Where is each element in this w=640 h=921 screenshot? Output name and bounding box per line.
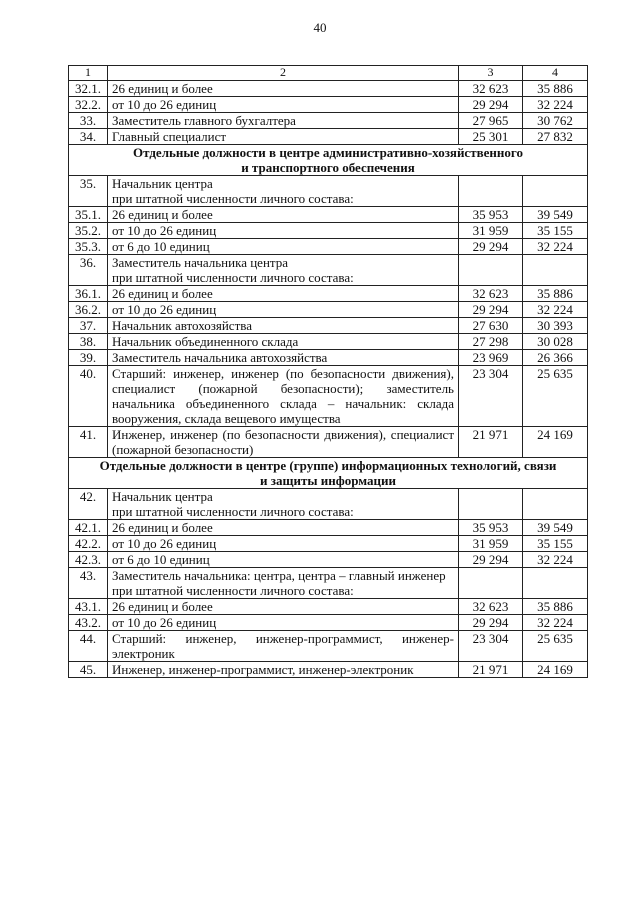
table-row [69,223,588,239]
position-name-line: от 10 до 26 единиц [112,536,217,551]
salary-value-col4: 24 169 [523,662,588,678]
position-name-line: 26 единиц и более [112,599,213,614]
position-name [108,176,459,207]
header-cell-3: 3 [459,66,523,81]
position-name-line: при штатной численности личного состава: [112,191,354,206]
table-row [69,615,588,631]
salary-value-col4: 39 549 [523,207,588,223]
position-name [108,568,459,599]
position-name-line: Главный специалист [112,129,227,144]
row-number: 36.1. [69,286,108,302]
salary-value-col3: 21 971 [459,427,523,458]
salary-value-col3: 32 623 [459,599,523,615]
position-name [108,81,459,97]
section-title-line: Отдельные должности в центре административно-хозяйственного [133,145,523,160]
position-name [108,350,459,366]
position-name-line: Начальник центра [112,176,213,191]
salary-value-col3: 35 953 [459,207,523,223]
row-number: 33. [69,113,108,129]
row-number: 36. [69,255,108,286]
table-row [69,631,588,662]
salary-value-col4: 27 832 [523,129,588,145]
section-title [69,458,588,489]
salary-value-col4: 39 549 [523,520,588,536]
salary-value-col4 [523,176,588,207]
table-row [69,350,588,366]
salary-value-col4: 32 224 [523,97,588,113]
section-title-line: и транспортного обеспечения [241,160,415,175]
row-number: 38. [69,334,108,350]
salary-value-col3 [459,255,523,286]
table-row [69,239,588,255]
position-name-line: при штатной численности личного состава: [112,504,354,519]
position-name-line: Начальник центра [112,489,213,504]
position-name [108,97,459,113]
salary-value-col4: 24 169 [523,427,588,458]
row-number: 35.3. [69,239,108,255]
table-row [69,536,588,552]
salary-value-col4 [523,255,588,286]
position-name-line: от 10 до 26 единиц [112,97,217,112]
salary-value-col3: 23 304 [459,631,523,662]
table-row [69,552,588,568]
salary-value-col3: 21 971 [459,662,523,678]
position-name [108,318,459,334]
position-name-line: 26 единиц и более [112,286,213,301]
salary-value-col4: 26 366 [523,350,588,366]
table-row [69,255,588,286]
salary-value-col3: 29 294 [459,615,523,631]
section-title-line: и защиты информации [260,473,396,488]
row-number: 41. [69,427,108,458]
position-name [108,536,459,552]
position-name-line: 26 единиц и более [112,207,213,222]
salary-value-col4: 35 886 [523,81,588,97]
salary-value-col4: 32 224 [523,239,588,255]
row-number: 43. [69,568,108,599]
row-number: 32.1. [69,81,108,97]
table-row [69,568,588,599]
table-row [69,286,588,302]
salary-value-col3: 23 969 [459,350,523,366]
position-name [108,239,459,255]
table-body [69,66,588,678]
table-row [69,113,588,129]
row-number: 35.1. [69,207,108,223]
section-header-row [69,458,588,489]
position-name [108,286,459,302]
table-row [69,662,588,678]
salary-value-col4: 32 224 [523,552,588,568]
position-name-line: при штатной численности личного состава: [112,270,354,285]
position-name-line: от 6 до 10 единиц [112,239,210,254]
row-number: 42.3. [69,552,108,568]
position-name [108,520,459,536]
salary-value-col4: 35 886 [523,599,588,615]
row-number: 42.2. [69,536,108,552]
position-name [108,662,459,678]
salary-value-col4: 25 635 [523,631,588,662]
position-name [108,302,459,318]
section-title-line: Отдельные должности в центре (группе) информационных технологий, связи [99,458,557,473]
position-name-line: Инженер, инженер (по безопасности движения), специалист (пожарной безопасности) [112,427,454,457]
row-number: 44. [69,631,108,662]
row-number: 43.1. [69,599,108,615]
salary-value-col4 [523,568,588,599]
row-number: 35. [69,176,108,207]
header-cell-2: 2 [108,66,459,81]
salary-value-col3: 29 294 [459,97,523,113]
salary-value-col3 [459,176,523,207]
salary-value-col3: 27 965 [459,113,523,129]
row-number: 34. [69,129,108,145]
row-number: 32.2. [69,97,108,113]
row-number: 43.2. [69,615,108,631]
position-name-line: Инженер, инженер-программист, инженер-электроник [112,662,414,677]
salary-value-col3: 31 959 [459,536,523,552]
salary-value-col4: 35 155 [523,536,588,552]
salary-value-col3: 23 304 [459,366,523,427]
position-name-line: от 10 до 26 единиц [112,615,217,630]
row-number: 42.1. [69,520,108,536]
table-row [69,489,588,520]
salary-value-col4: 32 224 [523,302,588,318]
position-name [108,599,459,615]
salary-value-col4: 35 155 [523,223,588,239]
row-number: 37. [69,318,108,334]
row-number: 36.2. [69,302,108,318]
row-number: 39. [69,350,108,366]
salary-value-col3: 35 953 [459,520,523,536]
position-name [108,113,459,129]
table-row [69,302,588,318]
section-title [69,145,588,176]
table-row [69,129,588,145]
header-row [69,66,588,81]
salary-value-col4: 32 224 [523,615,588,631]
header-cell-4: 4 [523,66,588,81]
table-row [69,176,588,207]
position-name-line: Заместитель начальника центра [112,255,289,270]
position-name [108,255,459,286]
position-name [108,207,459,223]
table-row [69,207,588,223]
position-name-line: 26 единиц и более [112,81,213,96]
table-row [69,599,588,615]
position-name-line: Заместитель начальника автохозяйства [112,350,328,365]
position-name [108,552,459,568]
salary-value-col3: 29 294 [459,552,523,568]
salary-value-col3: 31 959 [459,223,523,239]
salary-value-col3: 29 294 [459,302,523,318]
salary-value-col3: 32 623 [459,81,523,97]
salary-value-col3: 29 294 [459,239,523,255]
position-name [108,615,459,631]
salary-value-col3: 32 623 [459,286,523,302]
row-number: 42. [69,489,108,520]
table-row [69,520,588,536]
row-number: 35.2. [69,223,108,239]
salary-value-col3: 25 301 [459,129,523,145]
position-name-line: от 10 до 26 единиц [112,223,217,238]
position-name-line: 26 единиц и более [112,520,213,535]
salary-value-col4: 25 635 [523,366,588,427]
position-name-line: от 6 до 10 единиц [112,552,210,567]
salary-value-col3 [459,568,523,599]
position-name [108,223,459,239]
salary-value-col4 [523,489,588,520]
position-name-line: Заместитель начальника: центра, центра – главный инженер [112,568,446,583]
table-row [69,97,588,113]
position-name-line: при штатной численности личного состава: [112,583,354,598]
position-name [108,366,459,427]
position-name [108,334,459,350]
salary-table [68,65,588,678]
position-name [108,129,459,145]
salary-value-col3: 27 298 [459,334,523,350]
position-name-line: Старший: инженер, инженер-программист, инженер-электроник [112,631,454,661]
salary-value-col4: 35 886 [523,286,588,302]
table-row [69,318,588,334]
position-name-line: от 10 до 26 единиц [112,302,217,317]
salary-value-col3: 27 630 [459,318,523,334]
header-cell-1: 1 [69,66,108,81]
salary-value-col4: 30 028 [523,334,588,350]
position-name [108,489,459,520]
position-name-line: Заместитель главного бухгалтера [112,113,296,128]
position-name-line: Старший: инженер, инженер (по безопасности движения), специалист (пожарной безопасности); заместитель начальника объединенного склада – начальник: склада вооружения, склада вещевого имущества [112,366,454,426]
salary-value-col4: 30 393 [523,318,588,334]
section-header-row [69,145,588,176]
table-row [69,427,588,458]
position-name-line: Начальник объединенного склада [112,334,299,349]
salary-value-col4: 30 762 [523,113,588,129]
table-row [69,81,588,97]
position-name [108,427,459,458]
row-number: 45. [69,662,108,678]
position-name [108,631,459,662]
table-row [69,366,588,427]
row-number: 40. [69,366,108,427]
position-name-line: Начальник автохозяйства [112,318,252,333]
table-row [69,334,588,350]
salary-value-col3 [459,489,523,520]
page-number: 40 [313,20,327,35]
